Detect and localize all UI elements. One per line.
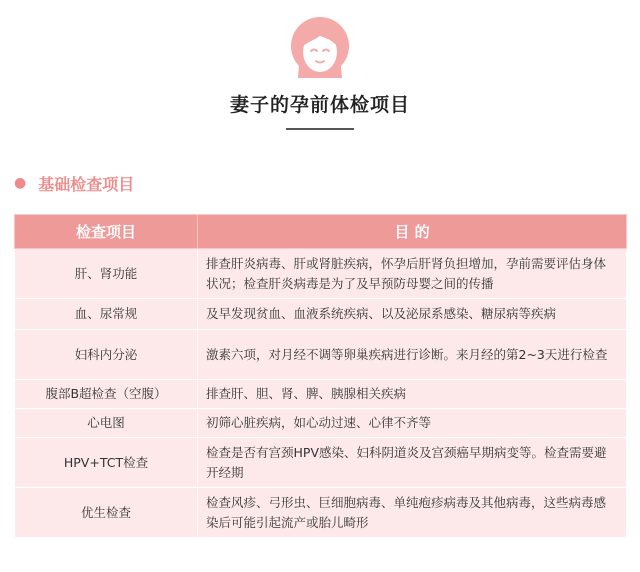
bullet-dot-icon: ● (14, 175, 27, 191)
table-row (15, 330, 627, 380)
exam-purpose-cell: 初筛心脏疾病，如心动过速、心律不齐等 (198, 409, 627, 438)
exam-purpose-cell: 及早发现贫血、血液系统疾病、以及泌尿系感染、糖尿病等疾病 (198, 299, 627, 330)
table-header-row (15, 215, 627, 249)
exam-purpose-cell: 激素六项，对月经不调等卵巢疾病进行诊断。来月经的第2~3天进行检查 (198, 330, 627, 380)
exam-item-cell: HPV+TCT检查 (15, 438, 198, 488)
woman-face-icon (290, 14, 350, 84)
table-row (15, 380, 627, 409)
table-row (15, 438, 627, 488)
exam-purpose-cell: 排查肝、胆、肾、脾、胰腺相关疾病 (198, 380, 627, 409)
exam-purpose-cell: 排查肝炎病毒、肝或肾脏疾病，怀孕后肝肾负担增加，孕前需要评估身体状况；检查肝炎病毒是为了及早预防母婴之间的传播 (198, 249, 627, 299)
exam-item-cell: 心电图 (15, 409, 198, 438)
page-title: 妻子的孕前体检项目 (229, 94, 410, 116)
exam-purpose-cell: 检查是否有宫颈HPV感染、妇科阴道炎及宫颈癌早期病变等。检查需要避开经期 (198, 438, 627, 488)
exam-table (14, 214, 627, 538)
title-divider (286, 128, 354, 130)
table-row (15, 409, 627, 438)
exam-item-cell: 腹部B超检查（空腹） (15, 380, 198, 409)
exam-purpose-cell: 检查风疹、弓形虫、巨细胞病毒、单纯疱疹病毒及其他病毒，这些病毒感染后可能引起流产或胎儿畸形 (198, 488, 627, 538)
column-header-purpose: 目 的 (198, 215, 627, 249)
column-header-item: 检查项目 (15, 215, 198, 249)
section-heading-label: 基础检查项目 (38, 174, 135, 194)
exam-item-cell: 血、尿常规 (15, 299, 198, 330)
table-row (15, 299, 627, 330)
table-row (15, 249, 627, 299)
exam-item-cell: 优生检查 (15, 488, 198, 538)
exam-item-cell: 肝、肾功能 (15, 249, 198, 299)
section-heading (14, 172, 134, 194)
exam-item-cell: 妇科内分泌 (15, 330, 198, 380)
table-row (15, 488, 627, 538)
